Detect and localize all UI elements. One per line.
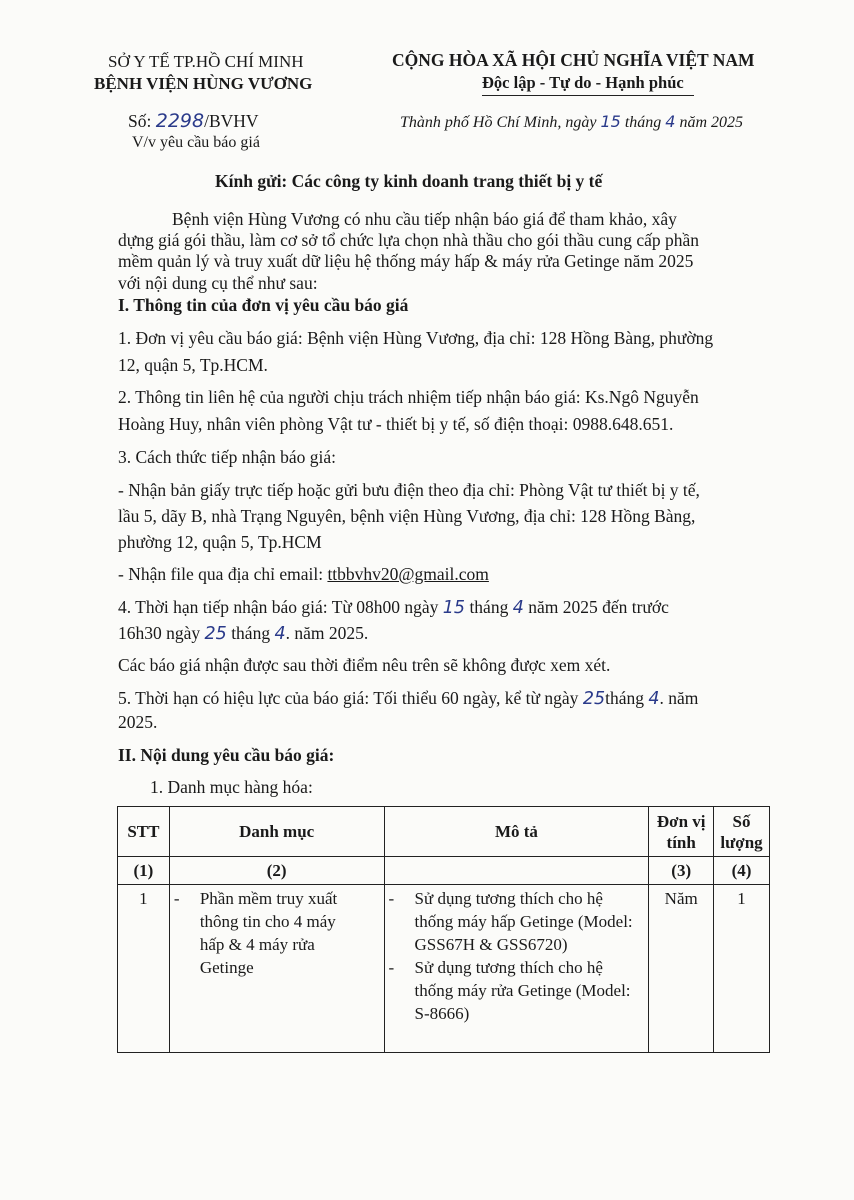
email-prefix: - Nhận file qua địa chỉ email:: [118, 564, 324, 584]
item-1-line: 12, quận 5, Tp.HCM.: [118, 355, 268, 375]
intro-line: Bệnh viện Hùng Vương có nhu cầu tiếp nhận báo giá để tham khảo, xây: [172, 209, 677, 229]
item-3-email-line: [118, 564, 489, 585]
item-5-line-1: [118, 688, 698, 709]
motto-underline: [482, 95, 694, 96]
late-note: Các báo giá nhận được sau thời điểm nêu trên sẽ không được xem xét.: [118, 655, 611, 675]
date-day-handwritten: 15: [600, 112, 621, 131]
recipient-line: Kính gửi: Các công ty kinh doanh trang thiết bị y tế: [215, 171, 603, 191]
item-4-line-1: [118, 597, 669, 618]
bullet-dash: -: [388, 889, 395, 908]
table-index-row: [118, 857, 770, 885]
item-4-text: tháng: [469, 597, 509, 617]
doc-no-suffix: /BVHV: [204, 111, 259, 131]
bullet-dash: -: [173, 889, 180, 908]
item-4-month-handwritten: 4: [512, 598, 524, 618]
item-5-line-2: 2025.: [118, 712, 158, 732]
header-quantity: Số lượng: [714, 807, 770, 857]
item-3-paper-line: phường 12, quận 5, Tp.HCM: [118, 532, 322, 552]
goods-table: [117, 806, 770, 1053]
list-item: [389, 956, 645, 1025]
date-month-word: tháng: [624, 114, 662, 131]
item-2-line: 2. Thông tin liên hệ của người chịu trách nhiệm tiếp nhận báo giá: Ks.Ngô Nguyễn: [118, 387, 699, 407]
description-text: Sử dụng tương thích cho hệ thống máy rửa Getinge (Model: S-8666): [414, 958, 631, 1023]
date-month-handwritten: 4: [665, 112, 676, 131]
item-4-text: năm 2025 đến trước: [528, 597, 669, 617]
cell-stt: 1: [118, 885, 170, 1053]
index-cell: (3): [649, 857, 714, 885]
table-header-row: [118, 807, 770, 857]
date-prefix: Thành phố Hồ Chí Minh, ngày: [400, 114, 597, 131]
goods-list-title: 1. Danh mục hàng hóa:: [150, 777, 313, 797]
header-unit: Đơn vị tính: [649, 807, 714, 857]
document-subject: V/v yêu cầu báo giá: [132, 134, 260, 151]
intro-line: với nội dung cụ thể như sau:: [118, 273, 318, 293]
cell-unit: Năm: [649, 885, 714, 1053]
header-category: Danh mục: [169, 807, 384, 857]
index-cell: (4): [714, 857, 770, 885]
item-4-day-handwritten: 25: [204, 624, 227, 644]
item-4-line-2: [118, 623, 368, 644]
header-description: Mô tả: [384, 807, 649, 857]
document-number: [128, 110, 259, 132]
header-stt: STT: [118, 807, 170, 857]
email-link[interactable]: ttbbvhv20@gmail.com: [327, 564, 489, 584]
item-4-text: 4. Thời hạn tiếp nhận báo giá: Từ 08h00 ngày: [118, 597, 439, 617]
item-3-title: 3. Cách thức tiếp nhận báo giá:: [118, 447, 336, 467]
description-text: Sử dụng tương thích cho hệ thống máy hấp Getinge (Model: GSS67H & GSS6720): [414, 889, 633, 954]
item-1-line: 1. Đơn vị yêu cầu báo giá: Bệnh viện Hùng Vương, địa chỉ: 128 Hồng Bàng, phường: [118, 328, 714, 348]
item-5-month-handwritten: 4: [648, 689, 660, 709]
nation-title: CỘNG HÒA XÃ HỘI CHỦ NGHĨA VIỆT NAM: [392, 50, 755, 70]
item-5-text: tháng: [605, 688, 644, 708]
item-4-month-handwritten: 4: [274, 624, 286, 644]
cell-description: [384, 885, 649, 1053]
category-text: Phần mềm truy xuất thông tin cho 4 máy hấp & 4 máy rửa Getinge: [199, 889, 338, 977]
motto: Độc lập - Tự do - Hạnh phúc: [482, 73, 684, 92]
item-4-text: . năm 2025.: [285, 623, 369, 643]
item-4-day-handwritten: 15: [442, 598, 466, 618]
list-item: [174, 887, 380, 979]
list-item: [389, 887, 645, 956]
agency-name: SỞ Y TẾ TP.HỒ CHÍ MINH: [108, 52, 304, 71]
item-2-line: Hoàng Huy, nhân viên phòng Vật tư - thiết bị y tế, số điện thoại: 0988.648.651.: [118, 414, 674, 434]
doc-no-handwritten: 2298: [155, 110, 205, 132]
item-4-text: tháng: [231, 623, 271, 643]
section-1-title: I. Thông tin của đơn vị yêu cầu báo giá: [118, 295, 409, 315]
index-cell: (2): [169, 857, 384, 885]
item-5-day-handwritten: 25: [582, 689, 606, 709]
item-5-text: . năm: [659, 688, 699, 708]
cell-quantity: 1: [714, 885, 770, 1053]
item-3-paper-line: lầu 5, dãy B, nhà Trạng Nguyên, bệnh viện Hùng Vương, địa chỉ: 128 Hồng Bàng,: [118, 506, 696, 526]
bullet-dash: -: [388, 958, 395, 977]
doc-no-prefix: Số:: [128, 111, 152, 131]
intro-line: mềm quản lý và truy xuất dữ liệu hệ thống máy hấp & máy rửa Getinge năm 2025: [118, 251, 694, 271]
item-4-text: 16h30 ngày: [118, 623, 201, 643]
cell-category: [169, 885, 384, 1053]
table-row: [118, 885, 770, 1053]
item-5-text: 5. Thời hạn có hiệu lực của báo giá: Tối thiểu 60 ngày, kể từ ngày: [118, 688, 579, 708]
issue-date: [400, 112, 743, 132]
intro-line: dựng giá gói thầu, làm cơ sở tổ chức lựa chọn nhà thầu cho gói thầu cung cấp phần: [118, 230, 700, 250]
index-cell: (1): [118, 857, 170, 885]
index-cell: [384, 857, 649, 885]
hospital-name: BỆNH VIỆN HÙNG VƯƠNG: [94, 74, 313, 93]
item-3-paper-line: - Nhận bản giấy trực tiếp hoặc gửi bưu điện theo địa chỉ: Phòng Vật tư thiết bị y tế,: [118, 480, 700, 500]
date-suffix: năm 2025: [679, 114, 744, 131]
section-2-title: II. Nội dung yêu cầu báo giá:: [118, 745, 335, 765]
